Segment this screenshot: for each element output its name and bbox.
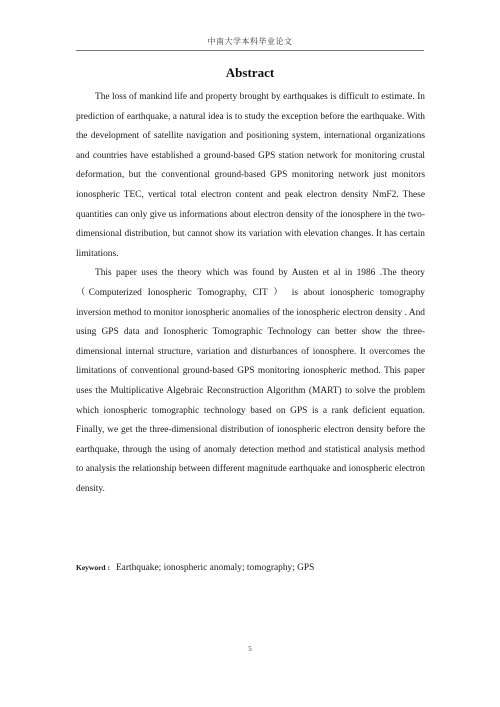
- header-rule: [76, 50, 424, 51]
- abstract-paragraph-2: This paper uses the theory which was found by Austen et al in 1986 .The theory （Computerized Ionospheric Tomography, CIT ） is about ionospheric tomography inversion method to monitor ionospheric anomalies of the ionospheric electron density . And using GPS data and Ionospheric Tomographic Technology can better show the three-dimensional internal structure, variation and disturbances of ionosphere. It overcomes the limitations of conventional ground-based GPS monitoring ionospheric method. This paper uses the Multiplicative Algebraic Reconstruction Algorithm (MART) to solve the problem which ionospheric tomographic technology based on GPS is a rank deficient equation. Finally, we get the three-dimensional distribution of ionospheric electron density before the earthquake, through the using of anomaly detection method and statistical analysis method to analysis the relationship between different magnitude earthquake and ionospheric electron density.: [76, 268, 425, 494]
- keyword-text: Earthquake; ionospheric anomaly; tomography; GPS: [115, 563, 315, 573]
- keyword-label: Keyword :: [76, 563, 110, 572]
- running-header: 中南大学本科毕业论文: [207, 37, 293, 46]
- abstract-body: [76, 88, 425, 499]
- abstract-paragraph-1: The loss of mankind life and property brought by earthquakes is difficult to estimate. In prediction of earthquake, a natural idea is to study the exception before the earthquake. With the development of satellite navigation and positioning system, international organizations and countries have established a ground-based GPS station network for monitoring crustal deformation, but the conventional ground-based GPS monitoring network just monitors ionospheric TEC, vertical total electron content and peak electron density NmF2. These quantities can only give us informations about electron density of the ionosphere in the two-dimensional distribution, but cannot show its variation with elevation changes. It has certain limitations.: [76, 92, 425, 259]
- abstract-title: Abstract: [225, 65, 275, 80]
- page-number: 5: [248, 645, 252, 653]
- keyword-line: [76, 561, 425, 575]
